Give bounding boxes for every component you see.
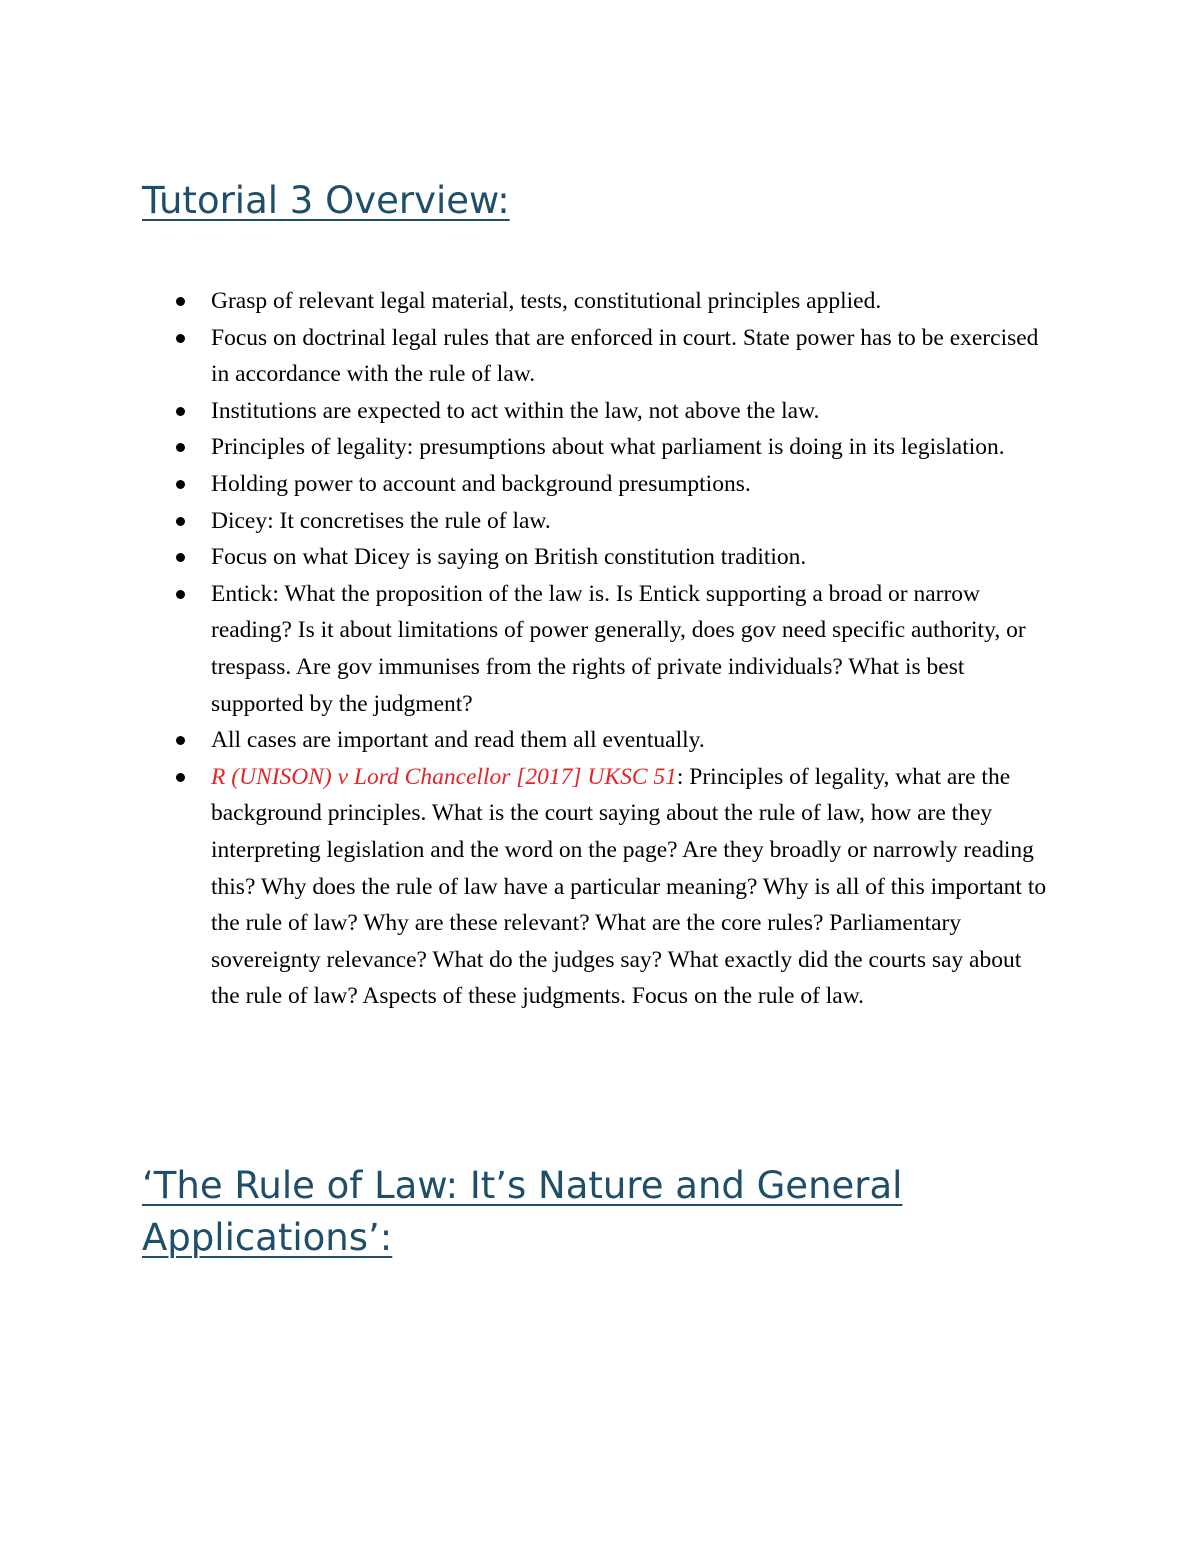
- bullet-text: Focus on doctrinal legal rules that are enforced in court. State power has to be exercised in accordance with the rule of law.: [211, 324, 1039, 388]
- bullet-icon: [176, 443, 185, 452]
- bullet-text: Entick: What the proposition of the law is. Is Entick supporting a broad or narrow reading? Is it about limitations of power generally, does gov need specific authority, or trespass. Are gov immunises from the rights of private individuals? What is best supported by the judgment?: [211, 580, 1026, 717]
- list-item: [174, 722, 1054, 759]
- bullet-icon: [176, 553, 185, 562]
- list-item: [174, 429, 1054, 466]
- tutorial-overview-heading: Tutorial 3 Overview:: [142, 179, 510, 222]
- bullet-text: Principles of legality: presumptions about what parliament is doing in its legislation.: [211, 434, 1005, 461]
- bullet-text: Holding power to account and background presumptions.: [211, 470, 751, 497]
- bullet-icon: [176, 480, 185, 489]
- case-reference: R (UNISON) v Lord Chancellor [2017] UKSC 51: [211, 763, 677, 790]
- list-item: [174, 283, 1054, 320]
- list-item: [174, 466, 1054, 503]
- bullet-text: : Principles of legality, what are the background principles. What is the court saying about the rule of law, how are they interpreting legislation and the word on the page? Are they broadly or narrowly reading this? Why does the rule of law have a particular meaning? Why is all of this important to the rule of law? Why are these relevant? What are the core rules? Parliamentary sovereignty relevance? What do the judges say? What exactly did the courts say about the rule of law? Aspects of these judgments. Focus on the rule of law.: [211, 763, 1047, 1010]
- bullet-icon: [176, 590, 185, 599]
- list-item: [174, 539, 1054, 576]
- bullet-icon: [176, 773, 185, 782]
- bullet-text: Focus on what Dicey is saying on British constitution tradition.: [211, 544, 807, 571]
- bullet-text: Institutions are expected to act within the law, not above the law.: [211, 397, 820, 424]
- list-item-case: [174, 759, 1054, 1015]
- bullet-icon: [176, 517, 185, 526]
- rule-of-law-heading: ‘The Rule of Law: It’s Nature and General Applications’:: [142, 1164, 903, 1259]
- bullet-icon: [176, 297, 185, 306]
- list-item: [174, 320, 1054, 393]
- bullet-icon: [176, 334, 185, 343]
- list-item: [174, 393, 1054, 430]
- bullet-icon: [176, 736, 185, 745]
- bullet-text: All cases are important and read them all eventually.: [211, 727, 705, 754]
- bullet-text: Dicey: It concretises the rule of law.: [211, 507, 551, 534]
- overview-bullet-list: [174, 283, 1054, 1015]
- bullet-text: Grasp of relevant legal material, tests, constitutional principles applied.: [211, 288, 882, 314]
- bullet-icon: [176, 407, 185, 416]
- list-item: [174, 576, 1054, 722]
- list-item: [174, 503, 1054, 540]
